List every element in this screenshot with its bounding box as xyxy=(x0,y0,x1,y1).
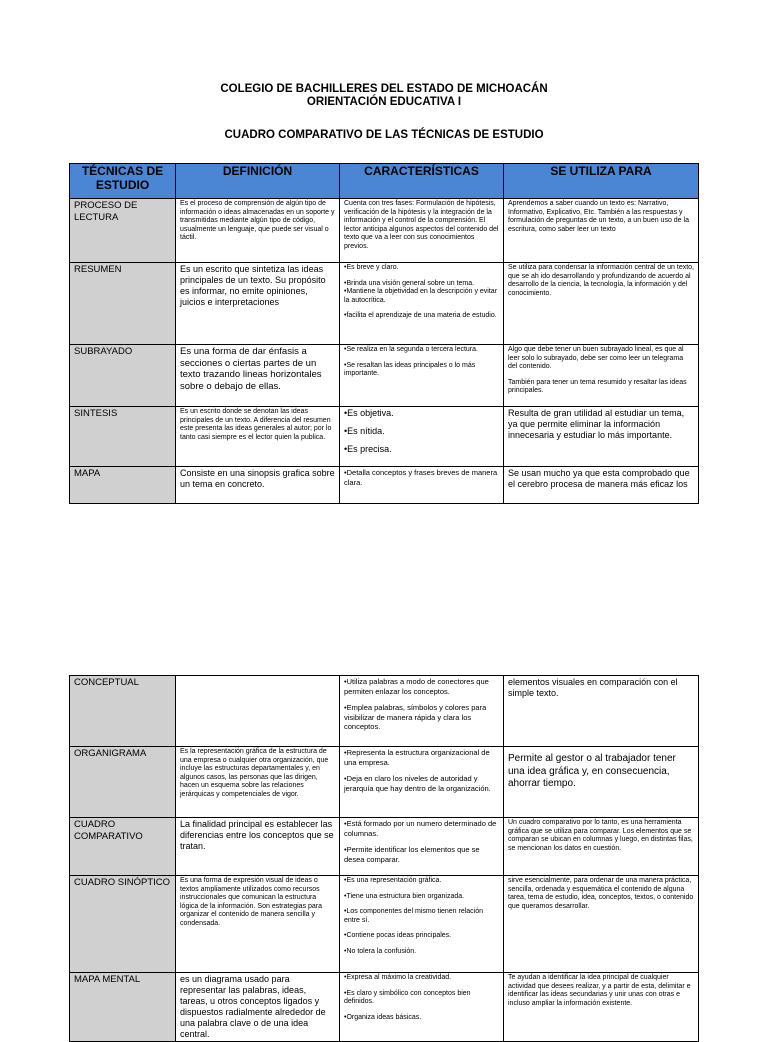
usage-cell xyxy=(504,345,699,407)
usage-item: Se usan mucho ya que esta comprobado que el cerebro procesa de manera más eficaz los xyxy=(508,468,690,489)
characteristic-item: •Es nítida. xyxy=(344,426,385,436)
comparison-table-page-2 xyxy=(69,675,699,1042)
characteristics-cell xyxy=(340,407,504,467)
definition-cell: Es una forma de dar énfasis a secciones o ciertas partes de un texto trazando lineas horizontales sobre o debajo de ellas. xyxy=(176,345,340,407)
definition-cell: es un diagrama usado para representar las palabras, ideas, tareas, u otros conceptos ligados y dispuestos radialmente alrededor de una palabra clave o de una idea central. xyxy=(176,973,340,1042)
table-header-row xyxy=(70,164,699,199)
technique-name: MAPA MENTAL xyxy=(70,973,176,1042)
characteristics-cell xyxy=(340,345,504,407)
definition-cell: Consiste en una sinopsis grafica sobre un tema en concreto. xyxy=(176,467,340,504)
characteristic-item: •Es una representación gráfica. xyxy=(344,877,442,884)
definition-cell: La finalidad principal es establecer las diferencias entre los conceptos que se tratan. xyxy=(176,818,340,876)
table-row xyxy=(70,407,699,467)
subject-name: ORIENTACIÓN EDUCATIVA I xyxy=(306,96,462,108)
usage-item: También para tener un tema resumido y resaltar las ideas principales. xyxy=(508,378,687,394)
characteristics-cell xyxy=(340,973,504,1042)
table-row xyxy=(70,467,699,504)
column-header-tecnicas: TÉCNICAS DE ESTUDIO xyxy=(70,164,176,199)
characteristic-item: •Utiliza palabras a modo de conectores que permiten enlazar los conceptos. xyxy=(344,677,489,696)
technique-name: CONCEPTUAL xyxy=(70,676,176,747)
table-row xyxy=(70,345,699,407)
usage-item: Resulta de gran utilidad al estudiar un tema, ya que permite eliminar la información innecesaria y estudiar lo más importante. xyxy=(508,408,685,440)
characteristic-item: •Se realiza en la segunda o tercera lectura. xyxy=(344,346,478,353)
usage-cell xyxy=(504,199,699,263)
characteristic-item: •Se resaltan las ideas principales o lo más importante. xyxy=(344,361,476,377)
characteristic-item: •Brinda una visión general sobre un tema. •Mantiene la objetividad en la descripción y evitar la autocrítica. xyxy=(344,279,498,304)
characteristic-item: •Es breve y claro. xyxy=(344,264,399,271)
characteristic-item: •Contiene pocas ideas principales. xyxy=(344,932,452,939)
column-header-uso: SE UTILIZA PARA xyxy=(504,164,699,199)
usage-cell xyxy=(504,747,699,818)
characteristic-item: •Está formado por un numero determinado de columnas. xyxy=(344,819,497,838)
characteristic-item: •Los componentes del mismo tienen relación entre sí. xyxy=(344,908,484,924)
column-header-definicion: DEFINICIÓN xyxy=(176,164,340,199)
definition-cell: Es la representación gráfica de la estructura de una empresa o cualquier otra organización, que incluye las estructuras departamentales y, en algunos casos, las personas que las dirigen, hacen un esquema sobre las relaciones jerárquicas y competenciales de vigor. xyxy=(176,747,340,818)
characteristic-item: •Organiza ideas básicas. xyxy=(344,1013,422,1021)
usage-cell xyxy=(504,263,699,345)
definition-cell: Es el proceso de comprensión de algún tipo de información o ideas almacenadas en un soporte y transmitidas mediante algún tipo de código, usualmente un lenguaje, que puede ser visual o táctil. xyxy=(176,199,340,263)
characteristic-item: •Permite identificar los elementos que se desea comparar. xyxy=(344,845,480,864)
usage-cell xyxy=(504,407,699,467)
characteristic-item: •Representa la estructura organizacional de una empresa. xyxy=(344,748,490,767)
table-row xyxy=(70,676,699,747)
definition-cell: Es un escrito donde se denotan las ideas principales de un texto. A diferencia del resumen este presenta las ideas generales al autor; por lo tanto casi siempre es el lector quien la publica. xyxy=(176,407,340,467)
usage-item: elementos visuales en comparación con el simple texto. xyxy=(508,677,678,698)
characteristics-cell xyxy=(340,676,504,747)
characteristic-item: •Deja en claro los niveles de autoridad y jerarquía que hay dentro de la organización. xyxy=(344,774,491,793)
technique-name: CUADRO COMPARATIVO xyxy=(70,818,176,876)
characteristics-cell xyxy=(340,747,504,818)
usage-item: Permite al gestor o al trabajador tener una idea gráfica y, en consecuencia, ahorrar tiempo. xyxy=(508,753,676,789)
usage-cell xyxy=(504,467,699,504)
characteristics-cell xyxy=(340,467,504,504)
technique-name: ORGANIGRAMA xyxy=(70,747,176,818)
usage-cell xyxy=(504,876,699,973)
definition-cell: Es una forma de expresión visual de ideas o textos ampliamente utilizados como recursos instruccionales que comunican la estructura lógica de la información. Son estrategias para organizar el contenido de manera sencilla y condensada. xyxy=(176,876,340,973)
usage-item: Un cuadro comparativo por lo tanto, es una herramienta gráfica que se utiliza para comparar. Los elementos que se comparan se ubican en columnas y luego, en distintas filas, se mencionan los datos en cuestión. xyxy=(508,819,693,852)
table-row xyxy=(70,263,699,345)
usage-item: Te ayudan a identificar la idea principal de cualquier actividad que desees realizar, y a partir de esta, delimitar e identificar las ideas secundarias y unir unas con otras e incluso ampliar la información existente. xyxy=(508,974,691,1007)
characteristic-item: •facilita el aprendizaje de una materia de estudio. xyxy=(344,312,497,319)
technique-name: SUBRAYADO xyxy=(70,345,176,407)
characteristics-cell xyxy=(340,876,504,973)
usage-item: Se utiliza para condensar la información central de un texto, que se ah ido desarrollando y profundizando de acuerdo al desarrollo de la ciencia, la tecnología, la información y del conocimiento. xyxy=(508,264,694,297)
technique-name: CUADRO SINÓPTICO xyxy=(70,876,176,973)
characteristic-item: Cuenta con tres fases: Formulación de hipótesis, verificación de la hipótesis y la integración de la información y el control de la comprensión. El lector anticipa algunos aspectos del contenido del texto que va a leer con sus conocimientos previos. xyxy=(344,200,499,250)
usage-cell xyxy=(504,676,699,747)
definition-cell xyxy=(176,676,340,747)
characteristic-item: •Tiene una estructura bien organizada. xyxy=(344,892,465,900)
characteristic-item: •Es objetiva. xyxy=(344,408,394,418)
usage-item: Algo que debe tener un buen subrayado lineal, es que al leer solo lo subrayado, debe ser como leer un telegrama del contenido. xyxy=(508,346,684,370)
characteristic-item: •Es claro y simbólico con conceptos bien definidos. xyxy=(344,989,471,1005)
characteristic-item: •Detalla conceptos y frases breves de manera clara. xyxy=(344,468,498,487)
characteristic-item: •Es precisa. xyxy=(344,444,392,454)
usage-item: Aprendemos a saber cuando un texto es: Narrativo, Informativo, Explicativo, Etc. También a las respuestas y formulación de preguntas de un texto, a un buen uso de la escritura, como saber leer un texto xyxy=(508,200,689,233)
table-row xyxy=(70,818,699,876)
characteristics-cell xyxy=(340,263,504,345)
technique-name: SINTESIS xyxy=(70,407,176,467)
definition-cell: Es un escrito que sintetiza las ideas principales de un texto. Su propósito es informar, no emite opiniones, juicios e interpretaciones xyxy=(176,263,340,345)
characteristics-cell xyxy=(340,199,504,263)
characteristic-item: •Expresa al máximo la creatividad. xyxy=(344,974,452,981)
column-header-caracteristicas: CARACTERÍSTICAS xyxy=(340,164,504,199)
document-header xyxy=(0,83,768,142)
usage-cell xyxy=(504,973,699,1042)
technique-name: MAPA xyxy=(70,467,176,504)
usage-cell xyxy=(504,818,699,876)
table-row xyxy=(70,747,699,818)
characteristic-item: •Emplea palabras, símbolos y colores para visibilizar de manera rápida y clara los conceptos. xyxy=(344,703,487,731)
technique-name: RESUMEN xyxy=(70,263,176,345)
usage-item: sirve esencialmente, para ordenar de una manera práctica, sencilla, ordenada y esquemática el contenido de alguna tarea, tema de estudio, idea, conceptos, textos, o contenido que queramos desarrollar. xyxy=(508,877,694,910)
table-row xyxy=(70,876,699,973)
school-name: COLEGIO DE BACHILLERES DEL ESTADO DE MICHOACÁN xyxy=(220,83,548,95)
table-row xyxy=(70,973,699,1042)
table-row xyxy=(70,199,699,263)
characteristics-cell xyxy=(340,818,504,876)
document-title: CUADRO COMPARATIVO DE LAS TÉCNICAS DE ESTUDIO xyxy=(224,129,544,141)
characteristic-item: •No tolera la confusión. xyxy=(344,947,417,955)
technique-name: PROCESO DE LECTURA xyxy=(70,199,176,263)
comparison-table-page-1 xyxy=(69,163,699,504)
